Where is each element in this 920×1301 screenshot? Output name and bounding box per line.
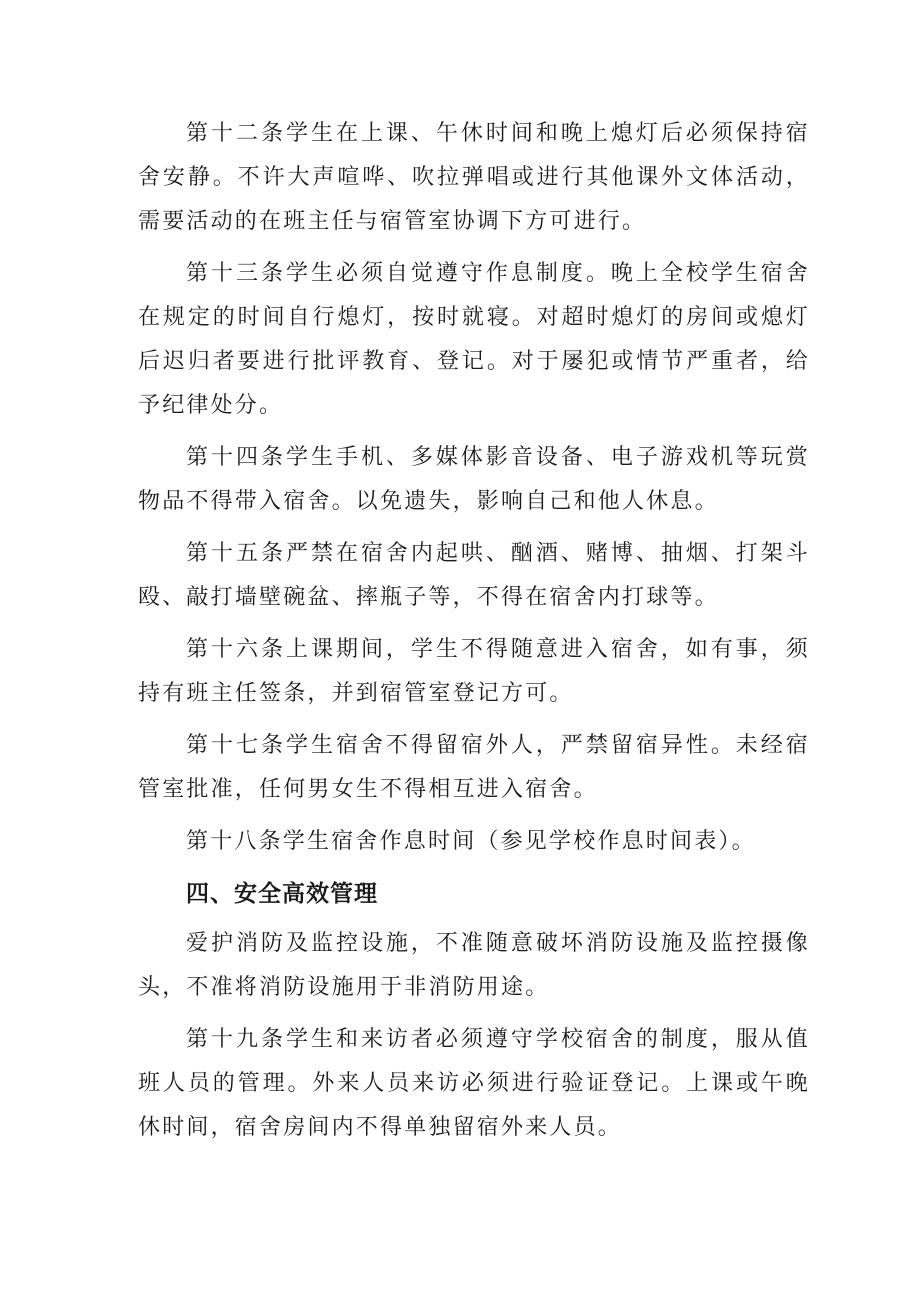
article-18-paragraph: 第十八条学生宿舍作息时间（参见学校作息时间表）。 xyxy=(186,829,756,854)
article-12-paragraph: 第十二条学生在上课、午休时间和晚上熄灯后必须保持宿舍安静。不许大声喧哗、吹拉弹唱或进行其他课外文体活动，需要活动的在班主任与宿管室协调下方可进行。 xyxy=(138,121,810,234)
article-16-paragraph: 第十六条上课期间，学生不得随意进入宿舍，如有事，须持有班主任签条，并到宿管室登记方可。 xyxy=(138,637,810,706)
fire-safety-paragraph: 爱护消防及监控设施，不准随意破坏消防设施及监控摄像头，不准将消防设施用于非消防用途。 xyxy=(138,931,810,1000)
article-15-paragraph: 第十五条严禁在宿舍内起哄、酗酒、赌博、抽烟、打架斗殴、敲打墙壁碗盆、摔瓶子等，不得在宿舍内打球等。 xyxy=(138,541,810,610)
document-body xyxy=(138,112,810,1158)
article-13-paragraph: 第十三条学生必须自觉遵守作息制度。晚上全校学生宿舍在规定的时间自行熄灯，按时就寝。对超时熄灯的房间或熄灯后迟归者要进行批评教育、登记。对于屡犯或情节严重者，给予纪律处分。 xyxy=(138,261,810,418)
section-heading: 四、安全高效管理 xyxy=(186,881,378,907)
article-19-paragraph: 第十九条学生和来访者必须遵守学校宿舍的制度，服从值班人员的管理。外来人员来访必须进行验证登记。上课或午晚休时间，宿舍房间内不得单独留宿外来人员。 xyxy=(138,1027,810,1140)
article-17-paragraph: 第十七条学生宿舍不得留宿外人，严禁留宿异性。未经宿管室批准，任何男女生不得相互进入宿舍。 xyxy=(138,733,810,802)
article-14-paragraph: 第十四条学生手机、多媒体影音设备、电子游戏机等玩赏物品不得带入宿舍。以免遗失，影响自己和他人休息。 xyxy=(138,445,810,514)
